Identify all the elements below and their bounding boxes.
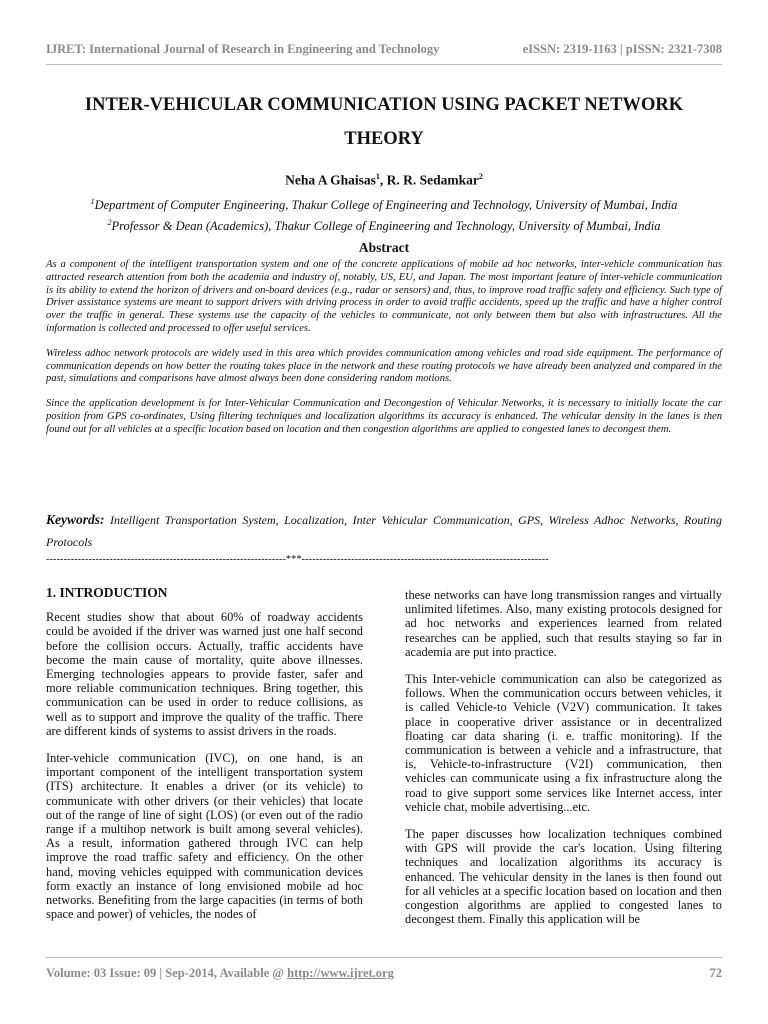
abstract-paragraph: As a component of the intelligent transportation system and one of the concrete applications of mobile ad hoc networks, inter-vehicle communication has attracted research attention from both the academia and industry of, notably, US, EU, and Japan. The most important feature of inter-vehicle communication is its ability to extend the horizon of drivers and on-board devices (e.g., radar or sensors) and, thus, to improve road traffic safety and efficiency. Such type of Driver assistance systems are meant to support drivers with driving process in order to avoid traffic accidents, speed up the traffic and have a higher control over the traffic in general. These systems use the capacity of the vehicles to communicate, not only between them but also with infrastructures. All the information is collected and processed to offer useful services.: [46, 259, 722, 334]
author-1-sup: 1: [375, 172, 380, 181]
journal-link[interactable]: http://www.ijret.org: [287, 966, 394, 980]
body-paragraph: This Inter-vehicle communication can also be categorized as follows. When the communication occurs between vehicles, it is called Vehicle-to Vehicle (V2V) communication. It takes place in cooperative driver assistance or in decentralized floating car data sharing (i. e. traffic monitoring). If the communication is between a vehicle and a infrastructure, that is, Vehicle-to-infrastructure (V2I) communication, then vehicles can communicate using a fix infrastructure along the road to give support some services like Internet access, inter vehicle chat, mobile advertising...etc.: [405, 672, 722, 814]
footer-rule: [46, 957, 722, 958]
body-paragraph: Recent studies show that about 60% of roadway accidents could be avoided if the driver was warned just one half second before the collision occurs. Actually, traffic accidents have become the main cause of mortality, quite above illnesses. Emerging technologies appears to provide faster, safer and more reliable communication techniques. Bring together, this communication can be used in order to reduce collisions, as well as to support and improve the quality of the traffic. There are different kinds of systems to assist drivers in the roads.: [46, 610, 363, 738]
keywords: [46, 509, 722, 553]
journal-name: IJRET: International Journal of Research in Engineering and Technology: [46, 42, 440, 56]
author-2-sup: 2: [478, 172, 483, 181]
keywords-label: Keywords:: [46, 512, 105, 527]
affiliation-2: $^2$Professor & Dean (Academics), Thakur College of Engineering and Technology, University of Mumbai, India: [107, 218, 661, 234]
abstract-paragraph: Since the application development is for Inter-Vehicular Communication and Decongestion of Vehicular Networks, it is necessary to initially locate the car position from GPS co-ordinates, Using filtering techniques and localization algorithms its accuracy is enhanced. The vehicular density in the lanes is then found out for all vehicles at a specific location based on location and then congestion algorithms are applied to congested lanes to decongest them.: [46, 398, 722, 435]
author-1: Neha A Ghaisas: [285, 172, 376, 188]
paper-title: INTER-VEHICULAR COMMUNICATION USING PACKET NETWORK THEORY: [84, 95, 684, 149]
affiliations: [46, 193, 722, 235]
footer-volume: Volume: 03 Issue: 09 | Sep-2014, Available @ http://www.ijret.org: [46, 966, 394, 980]
section-heading: 1. INTRODUCTION: [46, 585, 168, 600]
section-separator: --------------------------------------------------------------------***----------------------------------------------------------------------: [46, 554, 549, 565]
body-paragraph: The paper discusses how localization techniques combined with GPS will provide the car's location. Using filtering techniques and localization algorithms its accuracy is enhanced. The vehicular density in the lanes is then found out for all vehicles at a specific location based on location and then congestion algorithms are applied to congested lanes to decongest them. Finally this application will be: [405, 827, 722, 927]
author-2: R. R. Sedamkar: [386, 172, 479, 188]
affiliation-1: $^1$Department of Computer Engineering, Thakur College of Engineering and Technology, University of Mumbai, India: [90, 197, 678, 213]
keywords-text: Intelligent Transportation System, Localization, Inter Vehicular Communication, GPS, Wireless Adhoc Networks, Routing Protocols: [46, 513, 723, 549]
abstract-paragraph: Wireless adhoc network protocols are widely used in this area which provides communication among vehicles and road side equipment. The performance of communication depends on how better the routing takes place in the network and these routing protocols we have already been analyzed and compared in the past, simulations and comparisons have almost always been done considering random motions.: [46, 347, 722, 385]
running-footer: [46, 966, 722, 984]
body-paragraph: Inter-vehicle communication (IVC), on one hand, is an important component of the intelligent transportation system (ITS) architecture. It enables a driver (or its vehicle) to communicate with other drivers (or their vehicles) that locate out of the range of line of sight (LOS) (or even out of the radio range if a multihop network is built among several vehicles). As a result, information gathered through IVC can help improve the road traffic safety and efficiency. On the other hand, moving vehicles equipped with communication devices form exactly an instance of long envisioned mobile ad hoc networks. Benefiting from the large capacities (in terms of both space and power) of vehicles, the nodes of: [46, 751, 363, 922]
right-column: [405, 588, 722, 939]
left-column: [46, 586, 363, 934]
header-rule: [46, 64, 722, 65]
issn: eISSN: 2319-1163 | pISSN: 2321-7308: [522, 42, 722, 56]
body-paragraph: these networks can have long transmission ranges and virtually unlimited lifetimes. Also, many existing protocols designed for ad hoc networks and experiences learned from related researches can be applied, such that results staying so far in academia are put into practice.: [405, 588, 722, 659]
abstract-heading: Abstract: [358, 240, 410, 255]
author-sep: ,: [379, 172, 387, 188]
running-header: [46, 42, 722, 60]
abstract-body: [46, 259, 722, 449]
authors: [46, 172, 722, 189]
page-number: 72: [709, 966, 722, 980]
